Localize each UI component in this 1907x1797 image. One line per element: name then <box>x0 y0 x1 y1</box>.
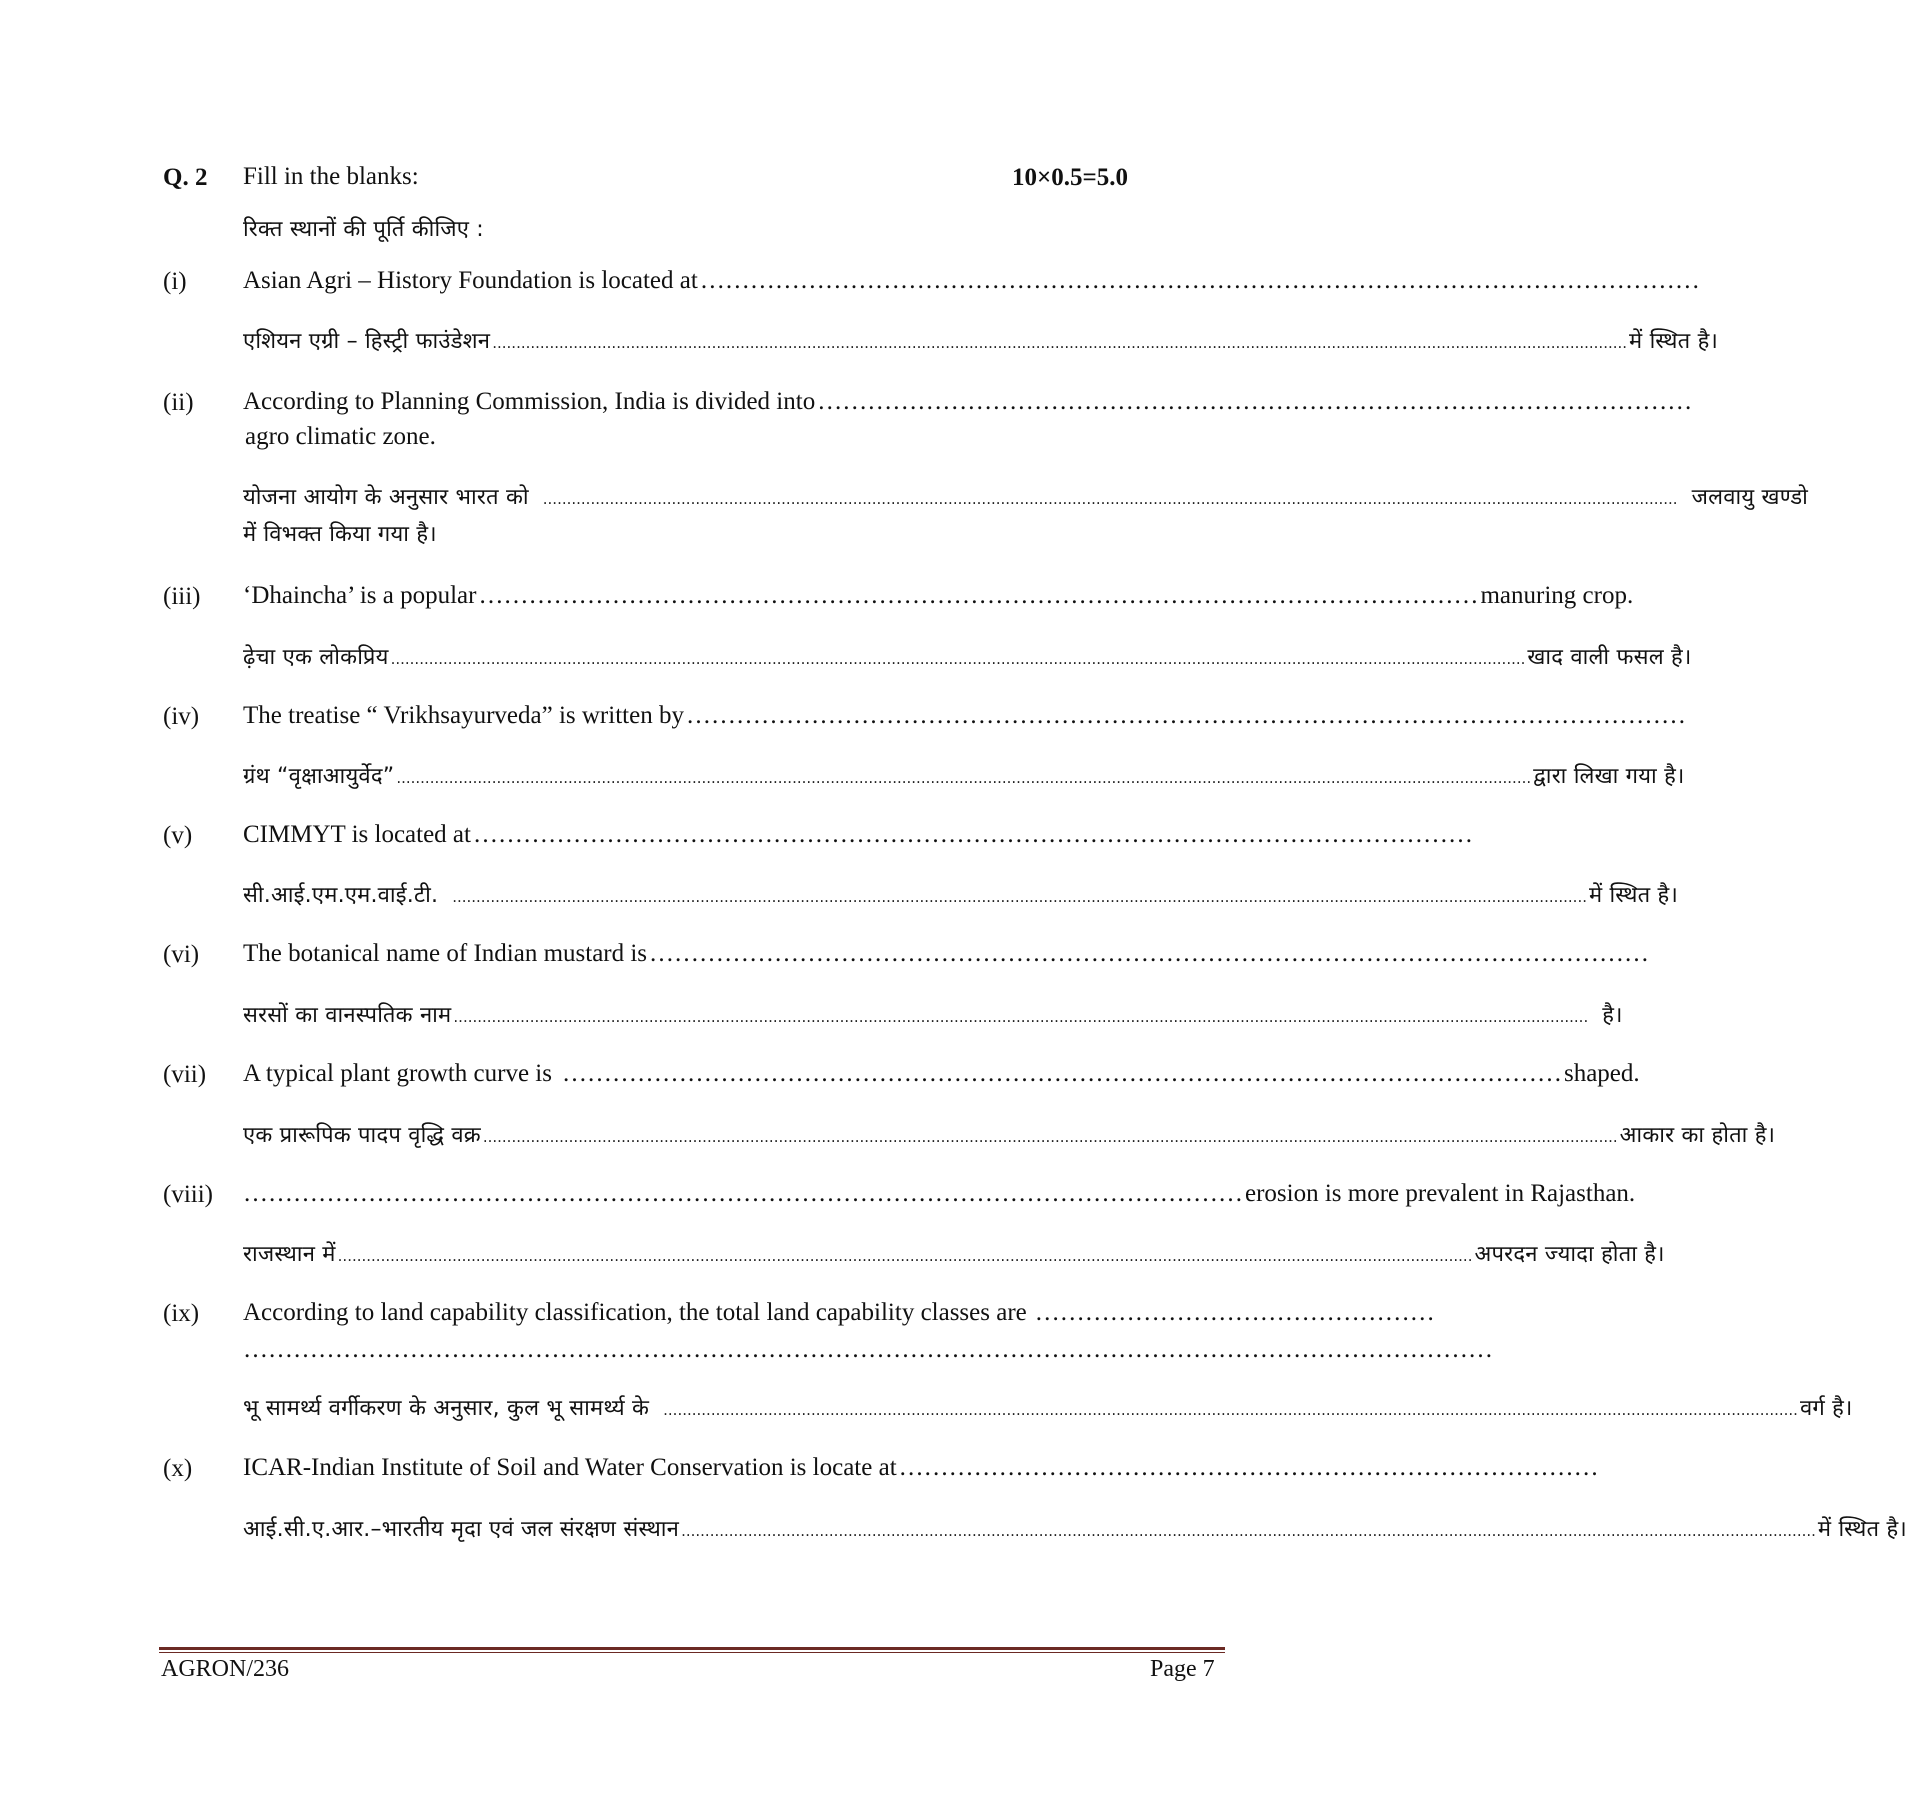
item-hi-text-end: है। <box>1602 1003 1623 1028</box>
item-hi-text: सरसों का वानस्पतिक नाम <box>243 1003 452 1028</box>
question-marks: 10×0.5=5.0 <box>1012 164 1128 191</box>
answer-blank[interactable]: ………………………………………………………………………………………………………… <box>685 702 1686 729</box>
answer-blank-continued[interactable]: …………………………………………………………………………………………………………………………………… <box>243 1336 1493 1363</box>
item-hi-line <box>243 481 1809 516</box>
item-en-text: According to land capability classification, the total land capability classes are <box>243 1299 1027 1326</box>
answer-blank[interactable]: .............................................................................................................................................................................................................................................. <box>482 1128 1618 1146</box>
item-hi-text-line2: में विभक्त किया गया है। <box>243 522 437 547</box>
item-en-line <box>243 579 1634 613</box>
item-hi-text: भू सामर्थ्य वर्गीकरण के अनुसार, कुल भू सामर्थ्य के <box>243 1396 650 1421</box>
item-hi-text: राजस्थान में <box>243 1242 336 1267</box>
item-hi-line <box>243 1119 1776 1154</box>
item-en-line <box>243 937 1650 971</box>
item-en-line <box>243 699 1686 733</box>
answer-blank[interactable]: .............................................................................................................................................................................................................................................. <box>452 888 1587 906</box>
item-hi-line <box>243 879 1678 914</box>
item-hi-text-end: खाद वाली फसल है। <box>1527 645 1692 670</box>
item-en-text: ‘Dhaincha’ is a popular <box>243 582 477 609</box>
item-hi-text: ग्रंथ “वृक्षाआयुर्वेद” <box>243 764 395 789</box>
item-en-line <box>243 1296 1435 1330</box>
item-hi-text: आई.सी.ए.आर.–भारतीय मृदा एवं जल संरक्षण संस्थान <box>243 1517 680 1542</box>
item-number: (ii) <box>163 389 194 416</box>
item-en-text-line2: agro climatic zone. <box>245 423 436 450</box>
question-number: Q. 2 <box>163 164 208 191</box>
item-en-text: A typical plant growth curve is <box>243 1060 552 1087</box>
answer-blank[interactable]: ………………………………………………………………………………………………………… <box>472 821 1473 848</box>
item-hi-text-end: में स्थित है। <box>1817 1517 1907 1542</box>
answer-blank[interactable]: .............................................................................................................................................................................................................................................. <box>492 334 1628 352</box>
answer-blank[interactable]: .............................................................................................................................................................................................................................................. <box>681 1522 1816 1540</box>
answer-blank[interactable]: .............................................................................................................................................................................................................................................. <box>337 1247 1473 1265</box>
item-hi-line <box>243 760 1685 795</box>
item-en-text-end: manuring crop. <box>1480 582 1634 609</box>
item-hi-line <box>243 325 1719 360</box>
paper-code: AGRON/236 <box>161 1656 290 1682</box>
item-en-text: According to Planning Commission, India is divided into <box>243 388 816 415</box>
item-en-text: CIMMYT is located at <box>243 821 471 848</box>
item-number: (i) <box>163 268 187 295</box>
answer-blank[interactable]: ………………………………………………………………………………………………………… <box>649 940 1650 967</box>
answer-blank[interactable]: …………………………………………………………………………………………… <box>817 388 1693 415</box>
answer-blank[interactable]: ………………………………………… <box>1034 1299 1435 1326</box>
item-hi-line <box>243 1392 1853 1427</box>
item-hi-text: एशियन एग्री – हिस्ट्री फाउंडेशन <box>243 329 491 354</box>
item-en-text: The treatise “ Vrikhsayurveda” is written by <box>243 702 684 729</box>
item-hi-text-end: में स्थित है। <box>1589 883 1678 908</box>
footer-rule-thin <box>159 1652 1225 1653</box>
item-hi-line <box>243 1513 1907 1548</box>
item-hi-text-end: अपरदन ज्यादा होता है। <box>1474 1242 1665 1267</box>
item-en-text: Asian Agri – History Foundation is located at <box>243 267 698 294</box>
item-en-line <box>243 1177 1636 1211</box>
item-hi-line <box>243 641 1692 676</box>
question-title-en: Fill in the blanks: <box>243 163 419 190</box>
item-hi-text: योजना आयोग के अनुसार भारत को <box>243 485 529 510</box>
item-hi-line <box>243 999 1623 1034</box>
answer-blank[interactable]: .............................................................................................................................................................................................................................................. <box>663 1401 1798 1419</box>
answer-blank[interactable]: ………………………………………………………………………………………………………… <box>561 1060 1562 1087</box>
item-number: (vii) <box>163 1061 207 1088</box>
item-hi-text: सी.आई.एम.एम.वाई.टी. <box>243 883 439 908</box>
item-number: (ix) <box>163 1300 200 1327</box>
item-number: (v) <box>163 822 193 849</box>
answer-blank[interactable]: ………………………………………………………………………………………………………… <box>699 267 1700 294</box>
item-number: (vi) <box>163 941 200 968</box>
item-en-line <box>243 385 1693 419</box>
answer-blank[interactable]: .............................................................................................................................................................................................................................................. <box>396 769 1532 787</box>
item-number: (x) <box>163 1455 193 1482</box>
item-en-line <box>243 1057 1640 1091</box>
item-hi-text-end: में स्थित है। <box>1629 329 1719 354</box>
item-en-line <box>243 264 1700 298</box>
item-en-line <box>243 1451 1599 1485</box>
item-en-text-end: shaped. <box>1563 1060 1640 1087</box>
answer-blank[interactable]: ………………………………………………………………………………………………………… <box>478 582 1479 609</box>
answer-blank[interactable]: ………………………………………………………………………… <box>898 1454 1599 1481</box>
answer-blank[interactable]: ………………………………………………………………………………………………………… <box>243 1180 1243 1207</box>
item-hi-text-end: द्वारा लिखा गया है। <box>1533 764 1685 789</box>
item-en-text: ICAR-Indian Institute of Soil and Water Conservation is locate at <box>243 1454 897 1481</box>
answer-blank[interactable]: .............................................................................................................................................................................................................................................. <box>390 650 1526 668</box>
item-hi-text-end: आकार का होता है। <box>1619 1123 1776 1148</box>
answer-blank[interactable]: .............................................................................................................................................................................................................................................. <box>542 490 1678 508</box>
question-title-hi: रिक्त स्थानों की पूर्ति कीजिए : <box>243 217 484 242</box>
item-number: (viii) <box>163 1181 213 1208</box>
item-number: (iv) <box>163 703 200 730</box>
item-number: (iii) <box>163 583 201 610</box>
item-en-text: The botanical name of Indian mustard is <box>243 940 648 967</box>
item-hi-text-end: वर्ग है। <box>1799 1396 1853 1421</box>
item-hi-text: एक प्रारूपिक पादप वृद्धि वक्र <box>243 1123 481 1148</box>
item-hi-line <box>243 1238 1665 1273</box>
page-number: Page 7 <box>1150 1656 1215 1682</box>
item-hi-text: ढ़ेचा एक लोकप्रिय <box>243 645 389 670</box>
footer-rule <box>159 1647 1225 1650</box>
item-en-line <box>243 818 1473 852</box>
item-en-text-end: erosion is more prevalent in Rajasthan. <box>1245 1180 1636 1207</box>
answer-blank[interactable]: .............................................................................................................................................................................................................................................. <box>453 1008 1589 1026</box>
item-hi-text-end: जलवायु खण्डो <box>1691 485 1809 510</box>
